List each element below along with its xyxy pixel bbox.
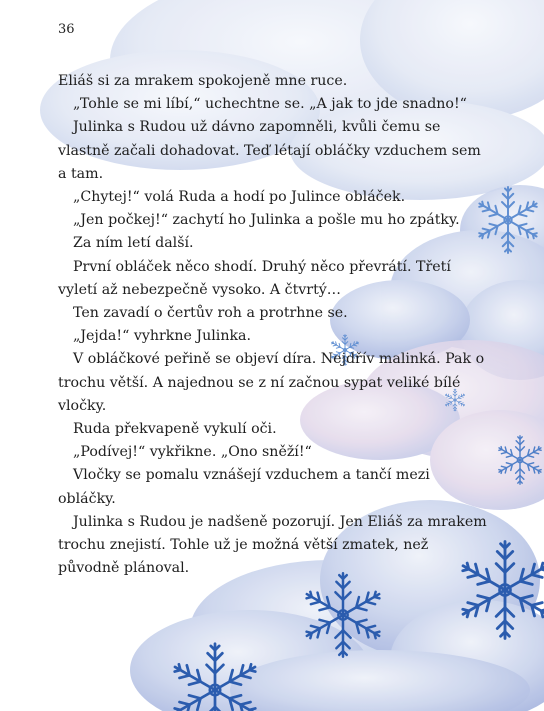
page-number: 36 [58,22,75,37]
paragraph: Eliáš si za mrakem spokojeně mne ruce. [58,73,348,89]
paragraph: Vločky se pomalu vznášejí vzduchem a tančí mezi obláčky. [58,467,430,507]
paragraph: „Jen počkej!“ zachytí ho Julinka a pošle mu ho zpátky. [73,212,460,229]
paragraph: Ruda překvapeně vykulí oči. [73,421,277,438]
paragraph: Za ním letí další. [73,235,194,252]
paragraph: „Jejda!“ vyhrkne Julinka. [73,328,252,345]
story-text [58,70,488,580]
paragraph: Julinka s Rudou už dávno zapomněli, kvůli čemu se vlastně začali dohadovat. Teď létají obláčky vzduchem sem a tam. [58,119,481,182]
paragraph: Julinka s Rudou je nadšeně pozorují. Jen Eliáš za mrakem trochu znejistí. Tohle už je možná větší zmatek, než původně plánoval. [58,513,487,577]
paragraph: První obláček něco shodí. Druhý něco převrátí. Třetí vyletí až nebezpečně vysoko. A čtvrtý… [58,258,451,298]
paragraph: „Tohle se mi líbí,“ uchechtne se. „A jak to jde snadno!“ [73,96,467,113]
paragraph: „Chytej!“ volá Ruda a hodí po Julince obláček. [73,189,406,206]
paragraph: „Podívej!“ vykřikne. „Ono sněží!“ [73,444,312,461]
paragraph: Ten zavadí o čertův roh a protrhne se. [73,305,348,322]
paragraph: V obláčkové peřině se objeví díra. Nejdřív malinká. Pak o trochu větší. A najednou se z ní začnou sypat veliké bílé vločky. [58,351,485,414]
